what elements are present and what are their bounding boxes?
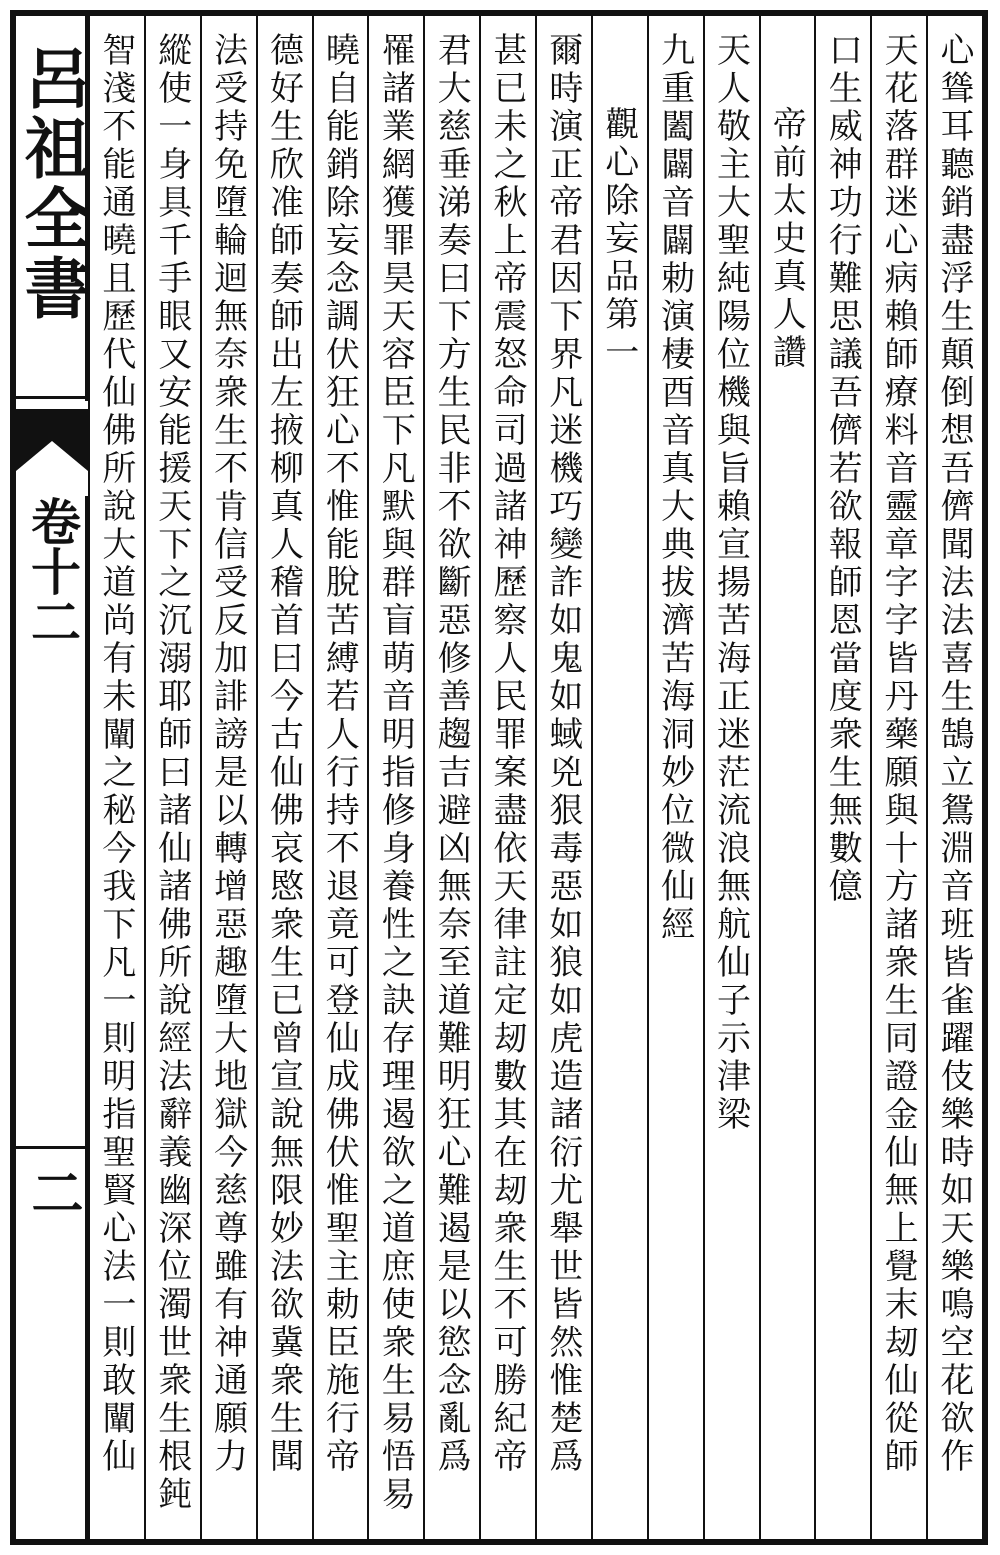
book-title: 呂祖全書 [13,44,91,324]
text-column: 心聳耳聽銷盡浮生顛倒想吾儕聞法法喜生鵠立鴛淵音班皆雀躍伎樂時如天樂鳴空花欲作 [926,16,982,1539]
text-column: 智淺不能通曉且歷代仙佛所說大道尚有未闡之秘今我下凡一則明指聖賢心法一則敢闡仙 [88,16,144,1539]
fishtail-icon [16,401,88,496]
text-columns [88,16,982,1539]
page-frame [10,10,988,1545]
text-column: 縱使一身具千手眼又安能援天下之沉溺耶師曰諸仙諸佛所說經法辭義幽深位濁世衆生根鈍 [144,16,200,1539]
text-column: 德好生欣准師奏師出左掖柳真人稽首曰今古仙佛哀愍衆生已曾宣說無限妙法欲冀衆生聞 [256,16,312,1539]
margin-rule-top [16,396,88,399]
heading-column: 帝前太史真人讚 [759,16,815,1539]
page-number: 二 [22,1166,83,1218]
margin-rule-bottom [16,1146,88,1149]
text-column: 君大慈垂涕奏曰下方生民非不欲斷惡修善趨吉避凶無奈至道難明狂心難遏是以慾念亂爲 [423,16,479,1539]
volume-label: 卷十二 [23,496,82,646]
text-column: 甚已未之秋上帝震怒命司過諸神歷察人民罪案盡依天律註定刼數其在刼衆生不可勝紀帝 [479,16,535,1539]
text-column: 爾時演正帝君因下界凡迷機巧變詐如鬼如蜮兇狠毒惡如狼如虎造諸衍尤舉世皆然惟楚爲 [535,16,591,1539]
text-column: 天人敬主大聖純陽位機與旨賴宣揚苦海正迷茫流浪無航仙子示津梁 [703,16,759,1539]
text-column: 口生威神功行難思議吾儕若欲報師恩當度衆生無數億 [814,16,870,1539]
page-margin-strip [13,16,91,1539]
text-column: 法受持免墮輪迴無奈衆生不肯信受反加誹謗是以轉增惡趣墮大地獄今慈尊雖有神通願力 [200,16,256,1539]
text-column: 罹諸業網獲罪昊天容臣下凡默與群盲萌音明指修身養性之訣存理遏欲之道庶使衆生易悟易 [367,16,423,1539]
chapter-title-column: 觀心除妄品第一 [591,16,647,1539]
text-column: 天花落群迷心病賴師療料音靈章字字皆丹藥願與十方諸衆生同證金仙無上覺末刼仙從師 [870,16,926,1539]
text-column: 曉自能銷除妄念調伏狂心不惟能脫苦縛若人行持不退竟可登仙成佛伏惟聖主勅臣施行帝 [312,16,368,1539]
sutra-title-column: 九重闔闢音闢勅演棲酉音真大典拔濟苦海洞妙位微仙經 [647,16,703,1539]
